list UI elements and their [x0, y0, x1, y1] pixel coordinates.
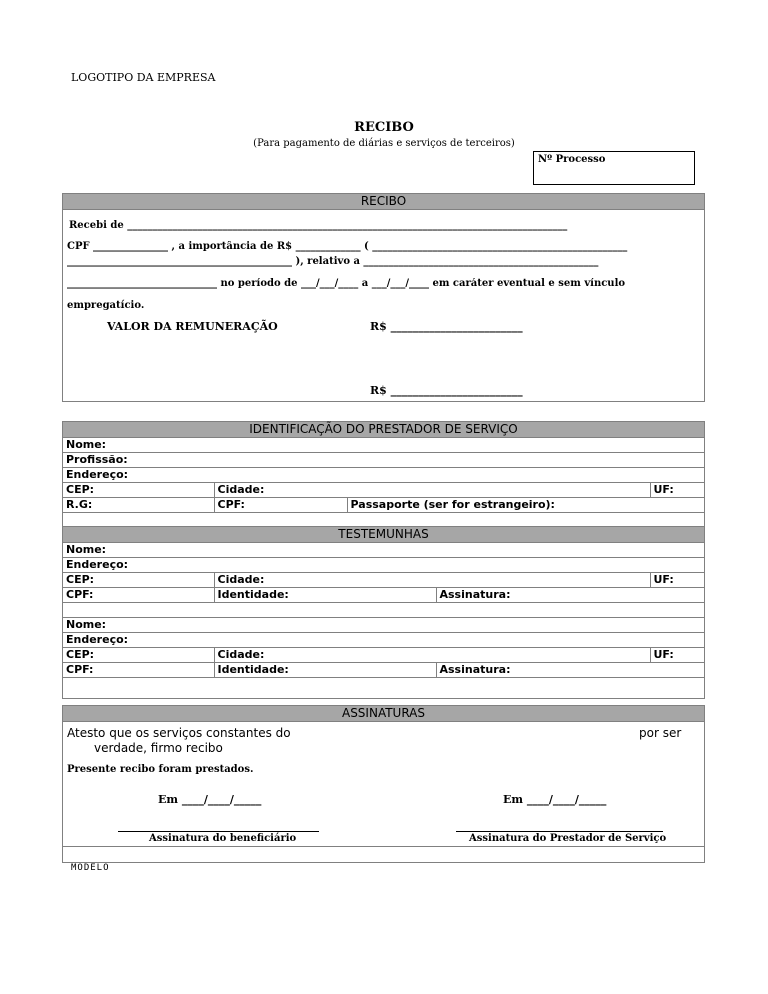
total-rs-field[interactable]: R$ ________________________: [370, 384, 523, 397]
testemunha2-cidade[interactable]: Cidade:: [214, 648, 650, 663]
testemunha1-identidade[interactable]: Identidade:: [214, 588, 436, 603]
testemunha1-uf[interactable]: UF:: [650, 573, 704, 588]
modelo-label: MODELO: [71, 863, 110, 873]
company-logo-placeholder: LOGOTIPO DA EMPRESA: [71, 71, 216, 84]
prestador-uf[interactable]: UF:: [650, 483, 704, 498]
periodo-line[interactable]: ______________________________ no período de ___/___/____ a ___/___/____ em caráter eventual e sem vínculo: [67, 278, 626, 289]
testemunha2-nome[interactable]: Nome:: [63, 618, 704, 633]
prestador-header: IDENTIFICAÇÃO DO PRESTADOR DE SERVIÇO: [63, 422, 704, 438]
empregaticio-text: empregatício.: [67, 300, 145, 311]
testemunha1-endereco[interactable]: Endereço:: [63, 558, 704, 573]
spacer-row: [63, 603, 704, 618]
assinaturas-header: ASSINATURAS: [63, 706, 704, 722]
presente-recibo-text: Presente recibo foram prestados.: [67, 764, 254, 775]
document-title: RECIBO: [354, 120, 414, 135]
testemunha2-identidade[interactable]: Identidade:: [214, 663, 436, 678]
processo-field[interactable]: [533, 151, 695, 185]
valor-rs-field[interactable]: R$ ________________________: [370, 320, 523, 333]
recibo-section: [62, 193, 705, 402]
atesto-verdade-text: verdade, firmo recibo: [94, 741, 223, 755]
prestador-section: [62, 421, 705, 528]
prestador-rg[interactable]: R.G:: [63, 498, 214, 513]
relativo-line[interactable]: _____________________________________________ ), relativo a _______________________________________________: [67, 256, 599, 267]
testemunha2-uf[interactable]: UF:: [650, 648, 704, 663]
testemunha2-cpf[interactable]: CPF:: [63, 663, 214, 678]
testemunha2-cep[interactable]: CEP:: [63, 648, 214, 663]
document-subtitle: (Para pagamento de diárias e serviços de terceiros): [253, 138, 515, 149]
testemunhas-section: [62, 526, 705, 699]
spacer-row: [63, 678, 704, 699]
bottom-divider: [63, 846, 704, 847]
testemunhas-header: TESTEMUNHAS: [63, 527, 704, 543]
processo-label: Nº Processo: [538, 154, 606, 165]
testemunha2-assinatura[interactable]: Assinatura:: [436, 663, 704, 678]
testemunhas-table: [63, 543, 704, 698]
atesto-text: Atesto que os serviços constantes do: [67, 726, 291, 740]
data-beneficiario-field[interactable]: Em ____/____/_____: [158, 793, 262, 806]
data-prestador-field[interactable]: Em ____/____/_____: [503, 793, 607, 806]
recebi-de-line[interactable]: Recebi de ________________________________________________________________________________________: [69, 220, 568, 231]
signature-line-prestador[interactable]: [456, 831, 663, 832]
prestador-table: [63, 438, 704, 527]
prestador-cidade[interactable]: Cidade:: [214, 483, 650, 498]
recibo-header: RECIBO: [63, 194, 704, 210]
signature-line-beneficiario[interactable]: [118, 831, 319, 832]
cpf-importancia-line[interactable]: CPF _______________ , a importância de R$ _____________ ( ___________________________________________________: [67, 241, 628, 252]
testemunha1-nome[interactable]: Nome:: [63, 543, 704, 558]
testemunha1-cep[interactable]: CEP:: [63, 573, 214, 588]
valor-remuneracao-label: VALOR DA REMUNERAÇÃO: [107, 320, 278, 333]
prestador-cpf[interactable]: CPF:: [214, 498, 347, 513]
prestador-profissao[interactable]: Profissão:: [63, 453, 704, 468]
atesto-por-ser-text: por ser: [639, 726, 682, 740]
assinatura-beneficiario-label: Assinatura do beneficiário: [149, 833, 297, 844]
assinatura-prestador-label: Assinatura do Prestador de Serviço: [469, 833, 667, 844]
prestador-nome[interactable]: Nome:: [63, 438, 704, 453]
prestador-cep[interactable]: CEP:: [63, 483, 214, 498]
testemunha1-assinatura[interactable]: Assinatura:: [436, 588, 704, 603]
testemunha1-cpf[interactable]: CPF:: [63, 588, 214, 603]
assinaturas-section: [62, 705, 705, 863]
testemunha2-endereco[interactable]: Endereço:: [63, 633, 704, 648]
spacer-row: [63, 513, 704, 528]
prestador-passaporte[interactable]: Passaporte (ser for estrangeiro):: [347, 498, 704, 513]
prestador-endereco[interactable]: Endereço:: [63, 468, 704, 483]
testemunha1-cidade[interactable]: Cidade:: [214, 573, 650, 588]
